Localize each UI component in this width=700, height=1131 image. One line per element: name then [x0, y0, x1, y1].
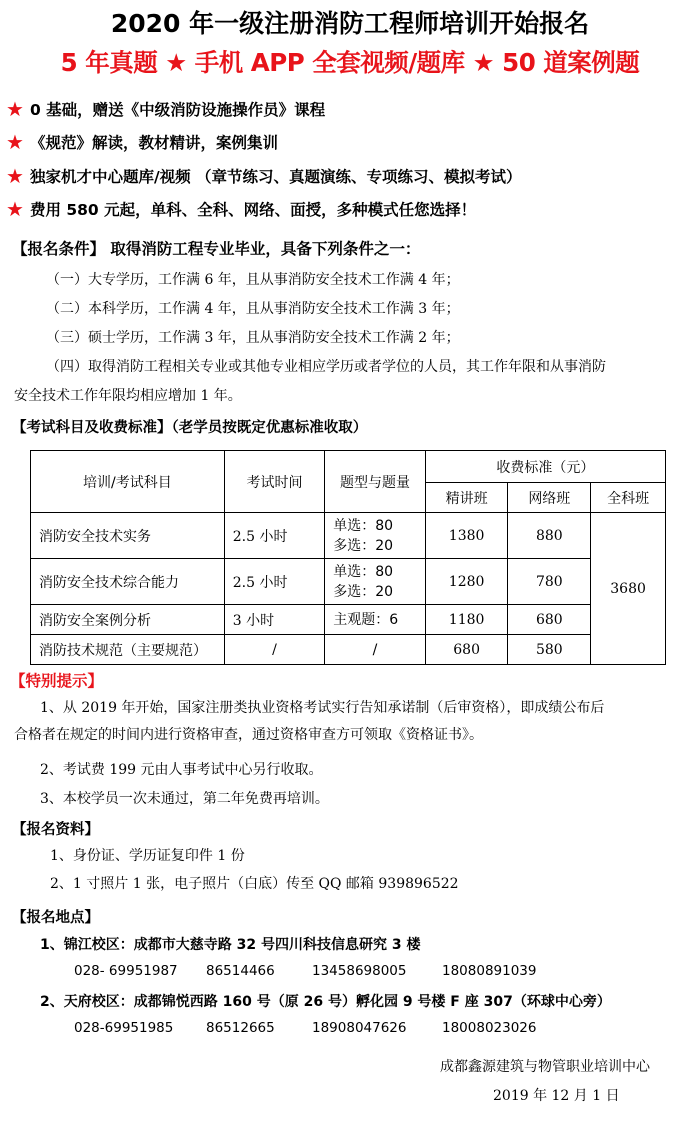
table-row: [31, 635, 666, 665]
cell-intensive: 1180: [425, 605, 508, 635]
tip-item: 3、本校学员一次未通过，第二年免费再培训。: [40, 791, 329, 807]
phone-number: 028-69951985: [74, 1020, 174, 1036]
header-intensive: 精讲班: [425, 483, 508, 513]
feature-text: 0 基础，赠送《中级消防设施操作员》课程: [29, 100, 326, 119]
cell-online: 680: [508, 605, 591, 635]
cell-intensive: 680: [425, 635, 508, 665]
phone-number: 18908047626: [312, 1020, 407, 1036]
phone-list: [74, 963, 536, 979]
cell-questions: 单选：80 多选：20: [325, 559, 426, 605]
header-subject: 培训/考试科目: [31, 451, 225, 513]
material-item: 2、1 寸照片 1 张，电子照片（白底）传至 QQ 邮箱 939896522: [50, 876, 459, 892]
cell-online: 780: [508, 559, 591, 605]
feature-text: 费用 580 元起，单科、全科、网络、面授，多种模式任您选择！: [29, 201, 477, 220]
star-icon: ★: [6, 197, 24, 222]
phone-number: 18008023026: [442, 1020, 537, 1036]
feature-item: [6, 159, 696, 193]
cell-subject: 消防安全技术综合能力: [31, 559, 225, 605]
star-icon: ★: [6, 130, 24, 155]
locations-heading: 【报名地点】: [12, 910, 99, 926]
cell-subject: 消防技术规范（主要规范）: [31, 635, 225, 665]
cell-online: 880: [508, 513, 591, 559]
cell-subject: 消防安全技术实务: [31, 513, 225, 559]
conditions-heading: 【报名条件】 取得消防工程专业毕业，具备下列条件之一：: [12, 240, 421, 258]
feature-text: 《规范》解读，教材精讲，案例集训: [29, 134, 278, 153]
cell-full-price: 3680: [591, 513, 666, 665]
organization-name: 成都鑫源建筑与物管职业培训中心: [440, 1059, 650, 1075]
header-time: 考试时间: [224, 451, 324, 513]
campus-address: 2、天府校区：成都锦悦西路 160 号（原 26 号）孵化园 9 号楼 F 座 307（环球中心旁）: [40, 994, 611, 1010]
cell-online: 580: [508, 635, 591, 665]
header-questions: 题型与题量: [325, 451, 426, 513]
cell-questions: 主观题：6: [325, 605, 426, 635]
material-item: 1、身份证、学历证复印件 1 份: [50, 848, 245, 864]
phone-number: 13458698005: [312, 963, 407, 979]
cell-time: 3 小时: [224, 605, 324, 635]
header-fee-group: 收费标准（元）: [425, 451, 665, 483]
feature-item: [6, 92, 696, 126]
condition-item: （一）大专学历，工作满 6 年，且从事消防安全技术工作满 4 年；: [46, 272, 460, 288]
feature-list: [6, 92, 696, 226]
phone-list: [74, 1020, 536, 1036]
cell-intensive: 1380: [425, 513, 508, 559]
phone-number: 028- 69951987: [74, 963, 178, 979]
tip-item: 1、从 2019 年开始，国家注册类执业资格考试实行告知承诺制（后审资格），即成绩公布后: [40, 700, 605, 716]
condition-item: 安全技术工作年限均相应增加 1 年。: [14, 388, 242, 404]
condition-item: （四）取得消防工程相关专业或其他专业相应学历或者学位的人员，其工作年限和从事消防: [46, 359, 606, 375]
fees-heading: 【考试科目及收费标准】（老学员按既定优惠标准收取）: [12, 420, 368, 436]
page-title: 2020 年一级注册消防工程师培训开始报名: [110, 9, 590, 38]
feature-item: [6, 126, 696, 160]
fee-table: [30, 450, 666, 665]
campus-address: 1、锦江校区：成都市大慈寺路 32 号四川科技信息研究 3 楼: [40, 937, 421, 953]
cell-time: 2.5 小时: [224, 513, 324, 559]
cell-questions: 单选：80 多选：20: [325, 513, 426, 559]
condition-item: （三）硕士学历，工作满 3 年，且从事消防安全技术工作满 2 年；: [46, 330, 460, 346]
cell-questions: /: [325, 635, 426, 665]
materials-heading: 【报名资料】: [12, 822, 99, 838]
tip-item: 合格者在规定的时间内进行资格审查，通过资格审查方可领取《资格证书》。: [14, 727, 483, 743]
feature-text: 独家机才中心题库/视频 （章节练习、真题演练、专项练习、模拟考试）: [29, 167, 522, 186]
header-online: 网络班: [508, 483, 591, 513]
cell-subject: 消防安全案例分析: [31, 605, 225, 635]
header-full: 全科班: [591, 483, 666, 513]
feature-item: [6, 193, 696, 227]
tip-item: 2、考试费 199 元由人事考试中心另行收取。: [40, 762, 323, 778]
cell-time: 2.5 小时: [224, 559, 324, 605]
table-row: [31, 513, 666, 559]
phone-number: 86514466: [206, 963, 275, 979]
issue-date: 2019 年 12 月 1 日: [493, 1088, 620, 1104]
cell-time: /: [224, 635, 324, 665]
tips-heading: 【特别提示】: [10, 672, 104, 690]
table-row: [31, 605, 666, 635]
table-row: [31, 559, 666, 605]
phone-number: 86512665: [206, 1020, 275, 1036]
star-icon: ★: [6, 96, 24, 121]
cell-intensive: 1280: [425, 559, 508, 605]
condition-item: （二）本科学历，工作满 4 年，且从事消防安全技术工作满 3 年；: [46, 301, 460, 317]
headline-banner: 5 年真题 ★ 手机 APP 全套视频/题库 ★ 50 道案例题: [60, 48, 640, 77]
star-icon: ★: [6, 163, 24, 188]
phone-number: 18080891039: [442, 963, 537, 979]
